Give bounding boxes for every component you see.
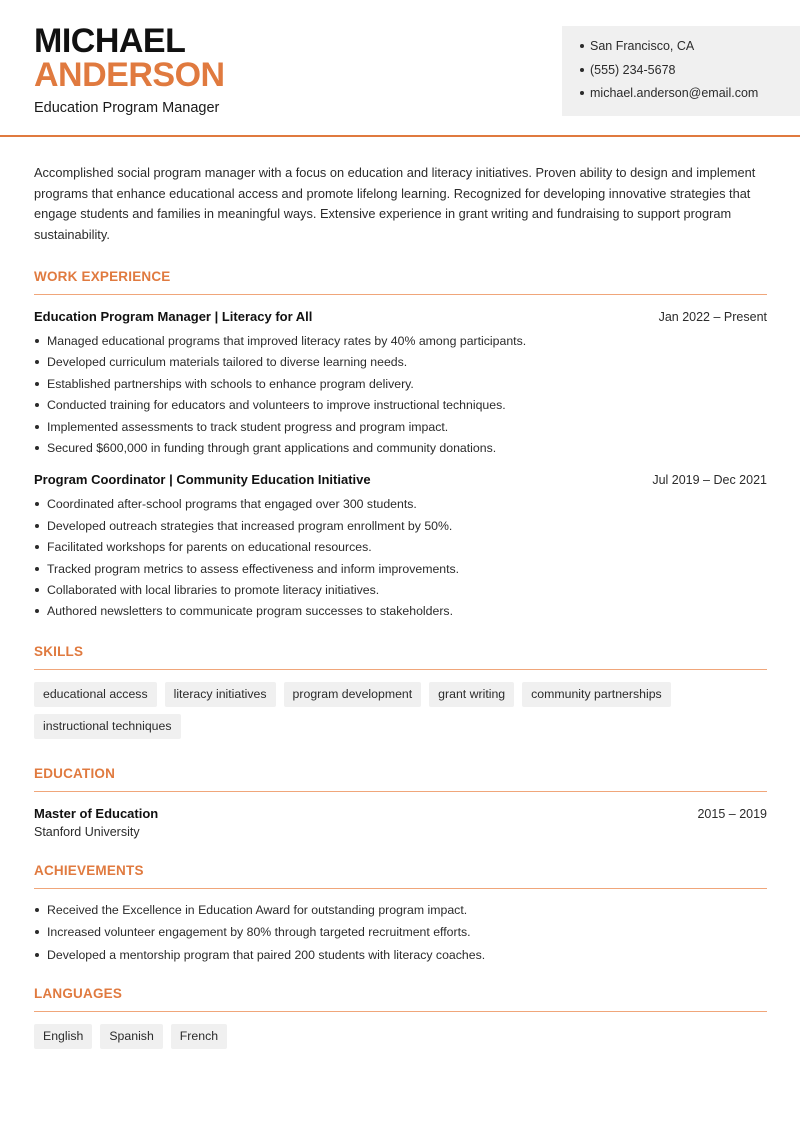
skill-chip: program development xyxy=(284,682,422,707)
job-dates: Jan 2022 – Present xyxy=(658,310,767,324)
list-item: Developed outreach strategies that increased program enrollment by 50%. xyxy=(34,517,767,538)
section-title: ACHIEVEMENTS xyxy=(34,863,767,889)
list-item: Secured $600,000 in funding through grant applications and community donations. xyxy=(34,439,767,460)
skills-section xyxy=(34,644,767,739)
summary: Accomplished social program manager with a focus on education and literacy initiatives. Proven ability to design and implement programs that enhance educational access and promote lifelong learning. Recognized for developing innovative strategies that engage students and families in meaningful ways. Extensive experience in grant writing and fundraising to support program sustainability. xyxy=(34,165,756,242)
contact-phone: (555) 234-5678 xyxy=(580,61,800,85)
language-chip: Spanish xyxy=(100,1024,162,1049)
job-bullets xyxy=(34,332,767,460)
language-chips xyxy=(34,1024,767,1049)
section-title: LANGUAGES xyxy=(34,986,767,1012)
job-bullets xyxy=(34,495,767,623)
skill-chip: literacy initiatives xyxy=(165,682,276,707)
skill-chip: community partnerships xyxy=(522,682,671,707)
skill-chip: instructional techniques xyxy=(34,714,181,739)
job-role: Program Coordinator | Community Education Initiative xyxy=(34,472,371,488)
education-section xyxy=(34,766,767,839)
skill-chips xyxy=(34,682,767,739)
languages-section xyxy=(34,986,767,1049)
skill-chip: grant writing xyxy=(429,682,514,707)
achievements-section xyxy=(34,863,767,969)
contact-box xyxy=(562,26,800,116)
job-dates: Jul 2019 – Dec 2021 xyxy=(652,473,767,488)
first-name: MICHAEL xyxy=(34,22,186,60)
section-title: EDUCATION xyxy=(34,766,767,792)
job-title: Education Program Manager xyxy=(34,100,220,116)
list-item: Conducted training for educators and volunteers to improve instructional techniques. xyxy=(34,396,767,417)
school: Stanford University xyxy=(34,824,140,839)
job-role: Education Program Manager | Literacy for All xyxy=(34,309,313,324)
list-item: Collaborated with local libraries to promote literacy initiatives. xyxy=(34,581,767,602)
achievement-list xyxy=(34,901,767,969)
list-item: Received the Excellence in Education Award for outstanding program impact. xyxy=(34,901,767,924)
list-item: Authored newsletters to communicate program successes to stakeholders. xyxy=(34,602,767,623)
list-item: Coordinated after-school programs that engaged over 300 students. xyxy=(34,495,767,516)
resume-body xyxy=(34,163,767,1049)
education-years: 2015 – 2019 xyxy=(697,806,767,821)
list-item: Implemented assessments to track student progress and program impact. xyxy=(34,418,767,439)
contact-email[interactable]: michael.anderson@email.com xyxy=(580,84,800,108)
job-entry xyxy=(34,309,767,460)
list-item: Managed educational programs that improved literacy rates by 40% among participants. xyxy=(34,332,767,353)
list-item: Established partnerships with schools to enhance program delivery. xyxy=(34,375,767,396)
degree: Master of Education xyxy=(34,805,159,821)
list-item: Tracked program metrics to assess effectiveness and inform improvements. xyxy=(34,560,767,581)
section-title: SKILLS xyxy=(34,644,767,670)
list-item: Increased volunteer engagement by 80% through targeted recruitment efforts. xyxy=(34,923,767,946)
list-item: Developed curriculum materials tailored to diverse learning needs. xyxy=(34,353,767,374)
list-item: Facilitated workshops for parents on educational resources. xyxy=(34,538,767,559)
language-chip: English xyxy=(34,1024,92,1049)
contact-location: San Francisco, CA xyxy=(580,37,800,61)
list-item: Developed a mentorship program that paired 200 students with literacy coaches. xyxy=(34,946,767,969)
work-experience-section xyxy=(34,269,767,624)
job-entry xyxy=(34,472,767,623)
last-name: ANDERSON xyxy=(34,56,225,94)
section-title: WORK EXPERIENCE xyxy=(34,269,767,295)
language-chip: French xyxy=(171,1024,227,1049)
resume-header xyxy=(0,0,800,137)
skill-chip: educational access xyxy=(34,682,157,707)
